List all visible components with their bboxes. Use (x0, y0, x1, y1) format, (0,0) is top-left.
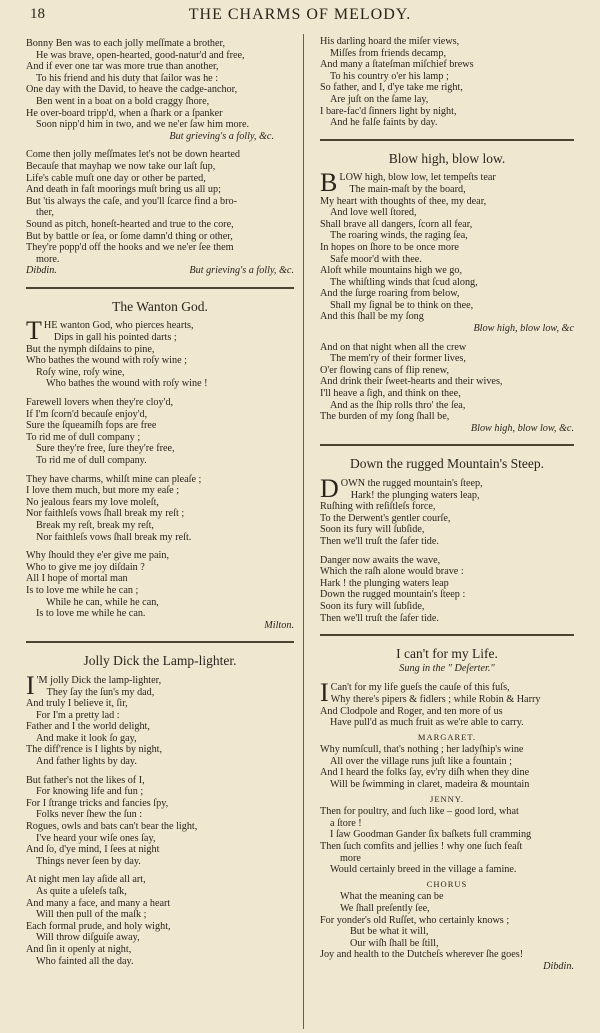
verse-line: Rogues, owls and bats can't bear the light, (26, 821, 198, 833)
cant-stanza-2 (320, 744, 574, 790)
verse-line: He over-board tripp'd, when a ſhark or a ſpanker (26, 107, 223, 119)
section-rule (26, 287, 294, 289)
verse-line: Ruſhing with reſiſtleſs force, (320, 501, 436, 513)
verse-line: And father lights by day. (36, 756, 137, 768)
song-title: I can't for my Life. (396, 646, 498, 662)
verse-line: My heart with thoughts of thee, my dear, (320, 195, 487, 207)
verse-line: We ſhall preſently ſee, (340, 903, 430, 914)
author: Milton. (264, 619, 294, 631)
verse-line: And truly I believe it, ſir, (26, 698, 128, 710)
verse-line: Can't for my life gueſs the cauſe of this fuſs, (330, 682, 510, 694)
verse-line: Folks never ſhew the ſun : (36, 809, 143, 821)
verse-line: Becauſe that mayhap we now take our laſt ſup, (26, 160, 216, 172)
verse-line: LOW high, blow low, let tempeſts tear (339, 172, 496, 184)
running-title: THE CHARMS OF MELODY. (188, 6, 412, 23)
drop-cap: I (26, 670, 35, 700)
verse-line: Why there's pipers & fidlers ; while Robin & Harry (330, 693, 541, 705)
column-divider (303, 34, 304, 1029)
verse-line: Then ſuch comfits and jellies ! why one ſuch feaſt (320, 841, 523, 853)
blow-high-stanza-2 (320, 342, 574, 423)
verse-line: He was brave, open-hearted, good-natur'd and free, (36, 49, 245, 61)
verse-line: So father, and I, d'ye take me right, (320, 82, 463, 94)
verse-line: The roaring winds, the raging ſea, (330, 230, 468, 242)
verse-line: Why ſhould they e'er give me pain, (26, 550, 170, 562)
verse-line: But the nymph diſdains to pine, (26, 343, 155, 355)
verse-line: Sound as pitch, honeſt-hearted and true to the core, (26, 218, 234, 230)
continuation-stanza (320, 36, 574, 129)
verse-line: Nor faithleſs vows ſhall break my reſt. (36, 531, 192, 543)
cant-stanza-4 (320, 891, 574, 961)
speaker-label: CHORUS (426, 878, 468, 889)
cant-stanza-3 (320, 806, 574, 876)
refrain: But grieving's a folly, &c. (169, 130, 274, 142)
refrain: Blow high, blow low, &c (473, 323, 574, 335)
jolly-dick-stanza-1 (26, 670, 294, 768)
verse-line: If I'm ſcorn'd becauſe enjoy'd, (26, 408, 148, 420)
verse-line: At night men lay aſide all art, (26, 874, 146, 886)
signature-line (26, 265, 294, 277)
wanton-god-stanza-3 (26, 474, 294, 544)
verse-line: To his country o'er his lamp ; (330, 70, 449, 82)
verse-line: While he can, while he can, (46, 596, 159, 608)
verse-line: And ſin it openly at night, (26, 943, 132, 955)
drop-cap: I (320, 678, 329, 708)
verse-line: Shall my ſignal be to think on thee, (330, 299, 474, 311)
verse-line: Joy and health to the Dutcheſs wherever ſhe goes! (320, 949, 524, 961)
verse-line: 'M jolly Dick the lamp-lighter, (36, 674, 162, 686)
verse-line: Aloft while mountains high we go, (320, 265, 463, 277)
refrain: But grieving's a folly, &c. (189, 265, 294, 277)
verse-line: And he falſe faints by day. (330, 117, 438, 129)
wanton-god-stanza-2 (26, 397, 294, 467)
verse-line: a ſtore ! (330, 817, 362, 829)
verse-line: Father and I the world delight, (26, 721, 150, 733)
wanton-god-stanza-1 (26, 316, 294, 390)
verse-line: Down the rugged mountain's ſteep : (320, 589, 466, 601)
verse-line: Soon nipp'd him in two, and we ne'er ſaw him more. (36, 119, 250, 131)
verse-line: Will then pull of the maſk ; (36, 909, 147, 921)
wanton-god-stanza-4 (26, 550, 294, 620)
verse-line: HE wanton God, who pierces hearts, (43, 320, 194, 332)
verse-line: And many a face, and many a heart (26, 897, 171, 909)
verse-line: For I'm a pretty lad : (36, 709, 120, 721)
verse-line: To rid me of dull company. (36, 455, 147, 466)
verse-line: Would certainly breed in the village a famine. (330, 864, 517, 876)
speaker-label: MARGARET. (417, 731, 477, 742)
verse-line: Break my reſt, break my reſt, (36, 519, 154, 531)
song-title: Blow high, blow low. (388, 150, 506, 166)
verse-line: Then we'll truſt the ſafer tide. (320, 535, 439, 547)
section-rule (26, 641, 294, 643)
cant-stanza-1 (320, 678, 574, 729)
verse-line: For knowing life and fun ; (36, 786, 144, 798)
verse-line: Sure they're free, ſure they're free, (36, 443, 175, 455)
verse-line: All I hope of mortal man (26, 573, 128, 585)
verse-line: O'er flowing cans of flip renew, (320, 364, 450, 376)
verse-line: No jealous fears my love moleſt, (26, 496, 159, 508)
verse-line: And the ſurge roaring from below, (320, 288, 460, 300)
rugged-stanza-1 (320, 474, 574, 548)
blow-high-stanza-1 (320, 168, 574, 323)
verse-line: And as the ſhip rolls thro' the ſea, (330, 399, 466, 411)
verse-line: In hopes on ſhore to be once more (320, 241, 459, 253)
verse-line: Is to love me while he can. (36, 608, 146, 620)
verse-line: Soon its fury will ſubſide, (320, 524, 425, 536)
verse-line: They're popp'd off the hooks and we ne'er ſee them (26, 242, 234, 254)
jolly-dick-stanza-2 (26, 775, 294, 868)
verse-line: And make it look ſo gay, (36, 732, 137, 744)
verse-line: To rid me of dull company ; (26, 431, 141, 443)
verse-line: Roſy wine, roſy wine, (36, 366, 125, 378)
verse-line: And death in faſt moorings muſt bring us all up; (26, 184, 221, 196)
verse-line: I love them much, but more my eaſe ; (26, 485, 180, 497)
verse-line: Then we'll truſt the ſafer tide. (320, 612, 439, 624)
verse-line: The whiſtling winds that ſcud along, (330, 276, 478, 288)
verse-line: And Clodpole and Roger, and ten more of us (320, 705, 503, 717)
verse-line: Things never ſeen by day. (36, 855, 141, 867)
verse-line: Danger now awaits the wave, (320, 554, 441, 566)
verse-line: Will be ſwimming in claret, madeira & mountain (330, 779, 530, 791)
verse-line: But 'tis always the caſe, and you'll ſcarce find a bro- (26, 195, 238, 207)
verse-line: Our wiſh ſhall be ſtill, (350, 937, 439, 949)
drop-cap: D (320, 474, 339, 503)
verse-line: Who fainted all the day. (36, 955, 134, 967)
verse-line: Who to give me joy diſdain ? (26, 561, 145, 573)
page-number: 18 (30, 6, 45, 22)
verse-line: Shall brave all dangers, ſcorn all fear, (320, 218, 473, 230)
verse-line: more (340, 852, 361, 864)
verse-line: And ſo, d'ye mind, I ſees at night (26, 844, 160, 856)
verse-line: All over the village runs juſt like a fountain ; (330, 755, 512, 767)
verse-line: Come then jolly meſſmates let's not be down hearted (26, 149, 241, 161)
verse-line: For I ſtrange tricks and fancies ſpy, (26, 797, 169, 809)
verse-line: Why numſcull, that's nothing ; her ladyſhip's wine (320, 744, 524, 756)
section-rule (320, 634, 574, 636)
verse-line: The diff'rence is I lights by night, (26, 744, 163, 756)
verse-line: And on that night when all the crew (320, 341, 467, 353)
verse-line: Safe moor'd with thee. (330, 253, 422, 265)
verse-line: Which the raſh alone would brave : (320, 566, 464, 578)
verse-line: One day with the David, to heave the cadge-anchor, (26, 84, 238, 96)
verse-line: And drink their ſweet-hearts and their wives, (320, 376, 503, 388)
verse-line: And many a ſtateſman miſchief brews (320, 59, 474, 71)
verse-line: Will throw diſguiſe away, (36, 932, 140, 944)
song-title: Jolly Dick the Lamp-lighter. (83, 653, 237, 669)
verse-line: Then for poultry, and ſuch like – good lord, what (320, 806, 519, 818)
verse-line: And if ever one tar was more true than another, (26, 61, 219, 73)
jolly-dick-stanza-3 (26, 874, 294, 967)
verse-line: But by battle or ſea, or ſome damn'd thing or other, (26, 230, 233, 242)
author: Dibdin. (26, 265, 57, 277)
right-column (320, 36, 574, 973)
verse-line: ther, (36, 207, 54, 219)
speaker-label: JENNY. (430, 793, 464, 804)
verse-line: Dips in gall his pointed darts ; (53, 332, 177, 344)
verse-line: Life's cable muſt one day or other be parted, (26, 172, 206, 184)
bonny-ben-stanza-2 (26, 149, 294, 265)
verse-line: more. (36, 253, 60, 265)
song-title: Down the rugged Mountain's Steep. (349, 456, 545, 472)
verse-line: His darling hoard the miſer views, (320, 36, 460, 47)
verse-line: Nor faithleſs vows ſhall break my reſt ; (26, 508, 185, 520)
bonny-ben-stanza-1 (26, 38, 294, 131)
refrain: Blow high, blow low, &c. (470, 422, 574, 434)
verse-line: Farewell lovers when they're cloy'd, (26, 397, 174, 409)
verse-line: To his friend and his duty that ſailor was he : (36, 72, 219, 84)
verse-line: The main-maſt by the board, (349, 183, 466, 195)
section-rule (320, 444, 574, 446)
verse-line: Miſſes from friends decamp, (330, 47, 446, 59)
verse-line: What the meaning can be (340, 891, 444, 903)
author: Dibdin. (543, 960, 574, 972)
verse-line: And love well ſtored, (330, 207, 417, 219)
verse-line: I'll heave a ſigh, and think on thee, (320, 388, 461, 400)
verse-line: Who bathes the wound with roſy wine ; (26, 355, 187, 367)
page-header (0, 4, 600, 28)
verse-line: Sure the ſqueamiſh fops are free (26, 420, 157, 432)
verse-line: But be what it will, (350, 926, 429, 938)
verse-line: The burden of my ſong ſhall be, (320, 411, 450, 423)
verse-line: Each formal prude, and holy wight, (26, 920, 171, 932)
verse-line: To the Derwent's gentler courſe, (320, 512, 451, 524)
verse-line: OWN the rugged mountain's ſteep, (340, 478, 483, 489)
verse-line: And this ſhall be my ſong (320, 311, 424, 323)
rugged-stanza-2 (320, 555, 574, 625)
verse-line: I bare-fac'd ſinners light by night, (320, 105, 457, 117)
left-column (26, 38, 294, 967)
verse-line: I ſaw Goodman Gander ſix baſkets full cramming (330, 829, 532, 841)
song-title: The Wanton God. (112, 298, 208, 314)
verse-line: Are juſt on the ſame lay, (330, 93, 429, 105)
section-rule (320, 139, 574, 141)
verse-line: And I heard the folks ſay, ev'ry diſh when they dine (320, 767, 530, 779)
verse-line: Bonny Ben was to each jolly meſſmate a brother, (26, 38, 226, 49)
verse-line: As quite a uſeleſs taſk, (36, 886, 127, 897)
verse-line: Have pull'd as much fruit as we're able to carry. (330, 717, 524, 729)
drop-cap: B (320, 168, 338, 198)
verse-line: Ben went in a boat on a bold craggy ſhore, (36, 95, 210, 107)
verse-line: Who bathes the wound with roſy wine ! (46, 378, 208, 390)
verse-line: Hark ! the plunging waters leap (320, 577, 449, 589)
verse-line: The mem'ry of their former lives, (330, 353, 466, 365)
verse-line: They ſay the ſun's my dad, (46, 686, 155, 698)
verse-line: Is to love me while he can ; (26, 584, 139, 596)
verse-line: Hark! the plunging waters leap, (350, 489, 480, 501)
verse-line: They have charms, whilſt mine can pleaſe ; (26, 473, 202, 485)
verse-line: But father's not the likes of I, (26, 774, 145, 786)
verse-line: For yonder's old Ruſſet, who certainly knows ; (320, 914, 510, 926)
verse-line: I've heard your wiſe ones ſay, (36, 832, 156, 844)
verse-line: Soon its fury will ſubſide, (320, 600, 425, 612)
song-subtitle: Sung in the " Deſerter." (399, 662, 495, 674)
drop-cap: T (26, 316, 42, 346)
